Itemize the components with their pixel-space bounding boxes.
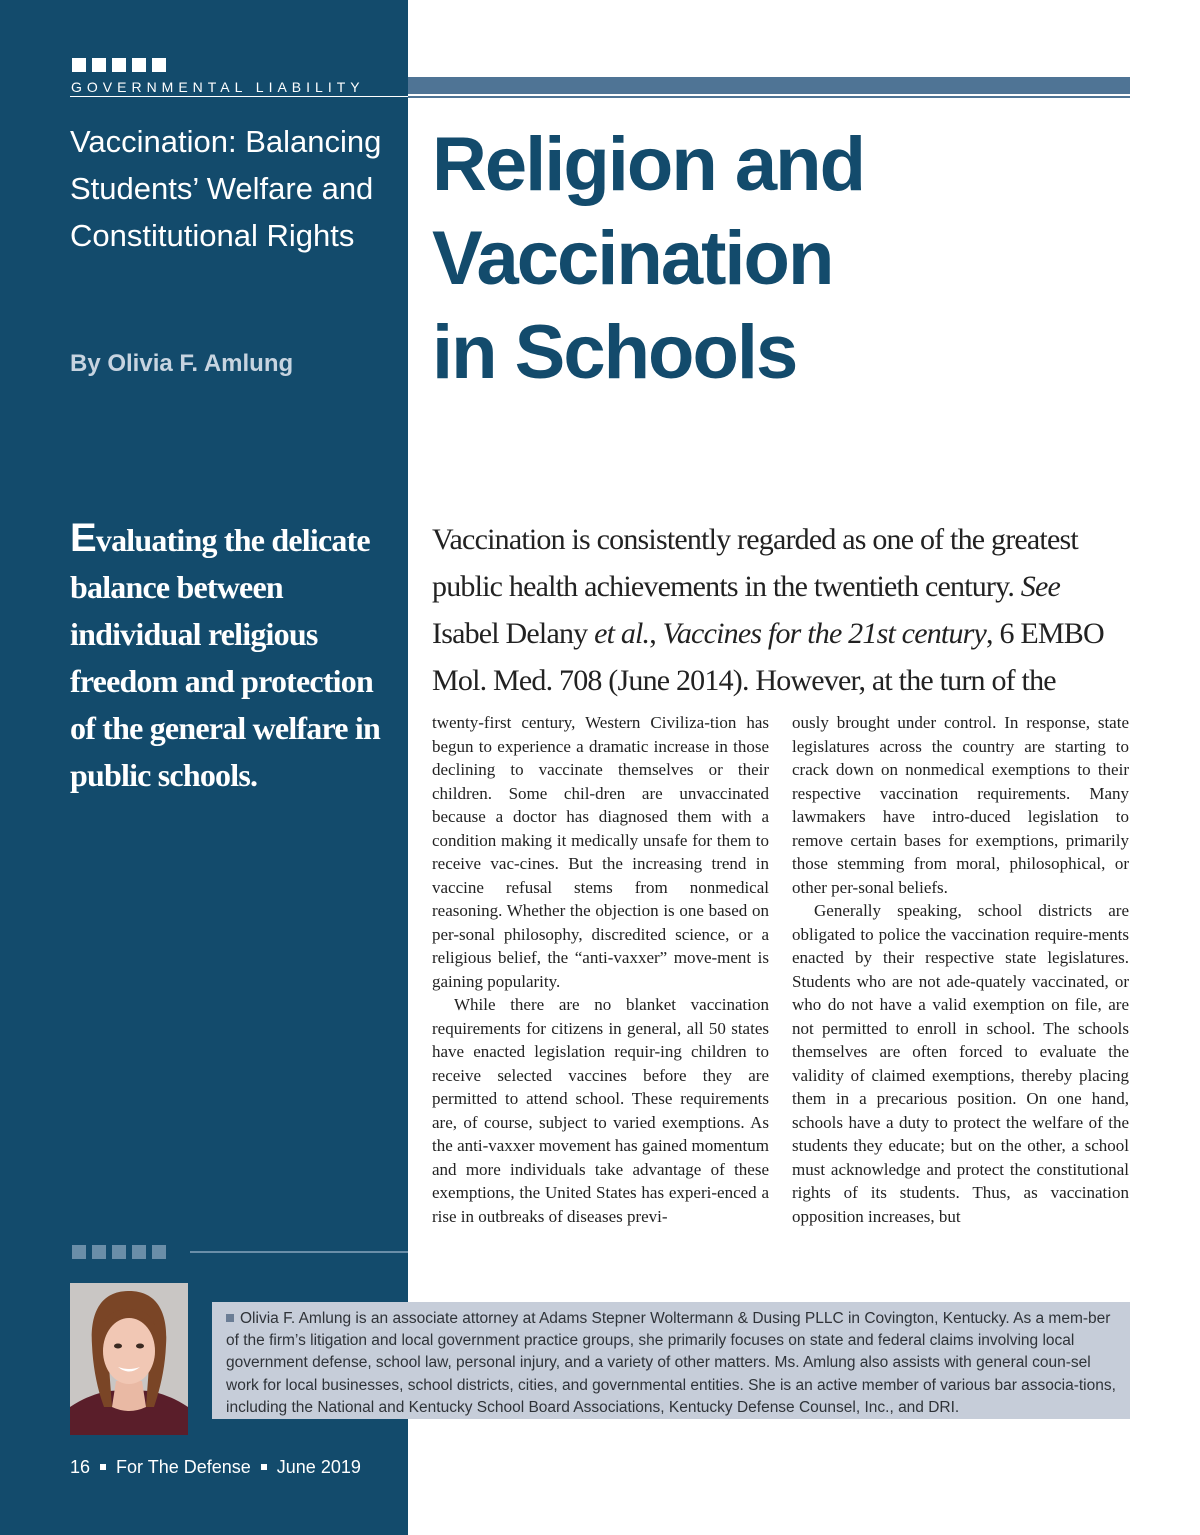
page-number: 16 xyxy=(70,1457,91,1477)
issue-date: June 2019 xyxy=(276,1457,361,1477)
section-label: GOVERNMENTAL LIABILITY xyxy=(71,79,365,95)
body-column-1 xyxy=(432,711,769,1276)
publication-name: For The Defense xyxy=(116,1457,251,1477)
pull-quote-drop-letter: E xyxy=(70,516,96,560)
byline: By Olivia F. Amlung xyxy=(70,350,294,377)
body-paragraph: While there are no blanket vaccination requirements for citizens in general, all 50 states have enacted legislation requir-ing children to receive selected vaccines before they are permitted to attend school. These requirements are, of course, subject to varied exemptions. As the anti-vaxxer movement has gained momentum and more individuals take advantage of these exemptions, the United States has experi-enced a rise in outbreaks of diseases previ- xyxy=(432,995,769,1226)
lead-journal-title: Vaccines for the 21st century xyxy=(662,617,987,650)
headline-line: Vaccination xyxy=(432,216,833,301)
lead-text: Isabel Delany xyxy=(432,617,595,650)
header-bar xyxy=(408,77,1130,94)
article-headline xyxy=(432,118,1132,400)
body-paragraph: twenty-first century, Western Civiliza-tion has begun to experience a dramatic increase in those declining to vaccinate themselves or their children. Some chil-dren are unvaccinated because a doctor has diagnosed them with a condition making it medically unsafe for them to receive vac-cines. But the increasing trend in vaccine refusal stems from nonmedical reasoning. Whether the objection is one based on per-sonal philosophy, discredited science, or a religious belief, the “anti-vaxxer” move-ment is gaining popularity. xyxy=(432,713,769,991)
body-paragraph: Generally speaking, school districts are obligated to police the vaccination require-ments enacted by their respective state legislatures. Students who are not ade-quately vaccinated, or who do not have a valid exemption on file, are not permitted to enroll in school. The schools themselves are often forced to evaluate the validity of claimed exemptions, thereby placing them in a precarious position. On one hand, schools have a duty to protect the welfare of the students they educate; but on the other, a school must acknowledge and protect the constitutional rights of its students. Thus, as vaccination opposition increases, but xyxy=(792,901,1129,1226)
lead-paragraph xyxy=(432,516,1132,704)
headline-line: in Schools xyxy=(432,310,797,395)
header-rule xyxy=(408,96,1130,98)
article-deck: Vaccination: Balancing Students’ Welfare and Constitutional Rights xyxy=(70,124,382,253)
decorative-squares-top xyxy=(72,58,166,72)
lead-citation-signal: See xyxy=(1020,570,1061,603)
page-footer xyxy=(70,1457,361,1478)
headline-line: Religion and xyxy=(432,122,864,207)
lead-etal: et al. xyxy=(594,617,650,650)
author-bio-box xyxy=(212,1302,1130,1419)
author-bio-text: Olivia F. Amlung is an associate attorney at Adams Stepner Woltermann & Dusing PLLC in Covington, Kentucky. As a mem-ber of the firm’s litigation and local government practice groups, she primarily focuses on state and federal claims involving local government defense, school law, personal injury, and a variety of other matters. Ms. Amlung also assists with general coun-sel work for local businesses, school districts, cities, and governmental entities. She is an active member of various bar associa-tions, including the National and Kentucky School Board Associations, Kentucky Defense Counsel, Inc., and DRI. xyxy=(226,1310,1116,1416)
decorative-squares-bottom xyxy=(72,1245,166,1259)
lead-text: Vaccination is consistently regarded as one of the greatest public health achievements in the twentieth century. xyxy=(432,523,1078,603)
lead-text: , xyxy=(649,617,663,650)
body-paragraph: ously brought under control. In response, state legislatures across the country are starting to crack down on nonmedical exemptions to their respective vaccination requirements. Many lawmakers have intro-duced legislation to remove certain bases for exemptions, primarily those stemming from moral, philosophical, or other per-sonal beliefs. xyxy=(792,713,1129,897)
bullet-icon xyxy=(226,1314,234,1322)
body-column-2 xyxy=(792,711,1129,1276)
separator-icon xyxy=(100,1464,106,1470)
section-rule xyxy=(70,96,408,97)
author-photo xyxy=(70,1283,188,1435)
pull-quote xyxy=(70,515,400,799)
bottom-rule xyxy=(190,1251,408,1253)
pull-quote-text: valuating the delicate balance between individual religious freedom and protection of the general welfare in public schools. xyxy=(70,522,380,793)
lead-text: , 6 EMBO Mol. Med. 708 (June 2014). However, at the turn of the xyxy=(432,617,1104,697)
separator-icon xyxy=(261,1464,267,1470)
